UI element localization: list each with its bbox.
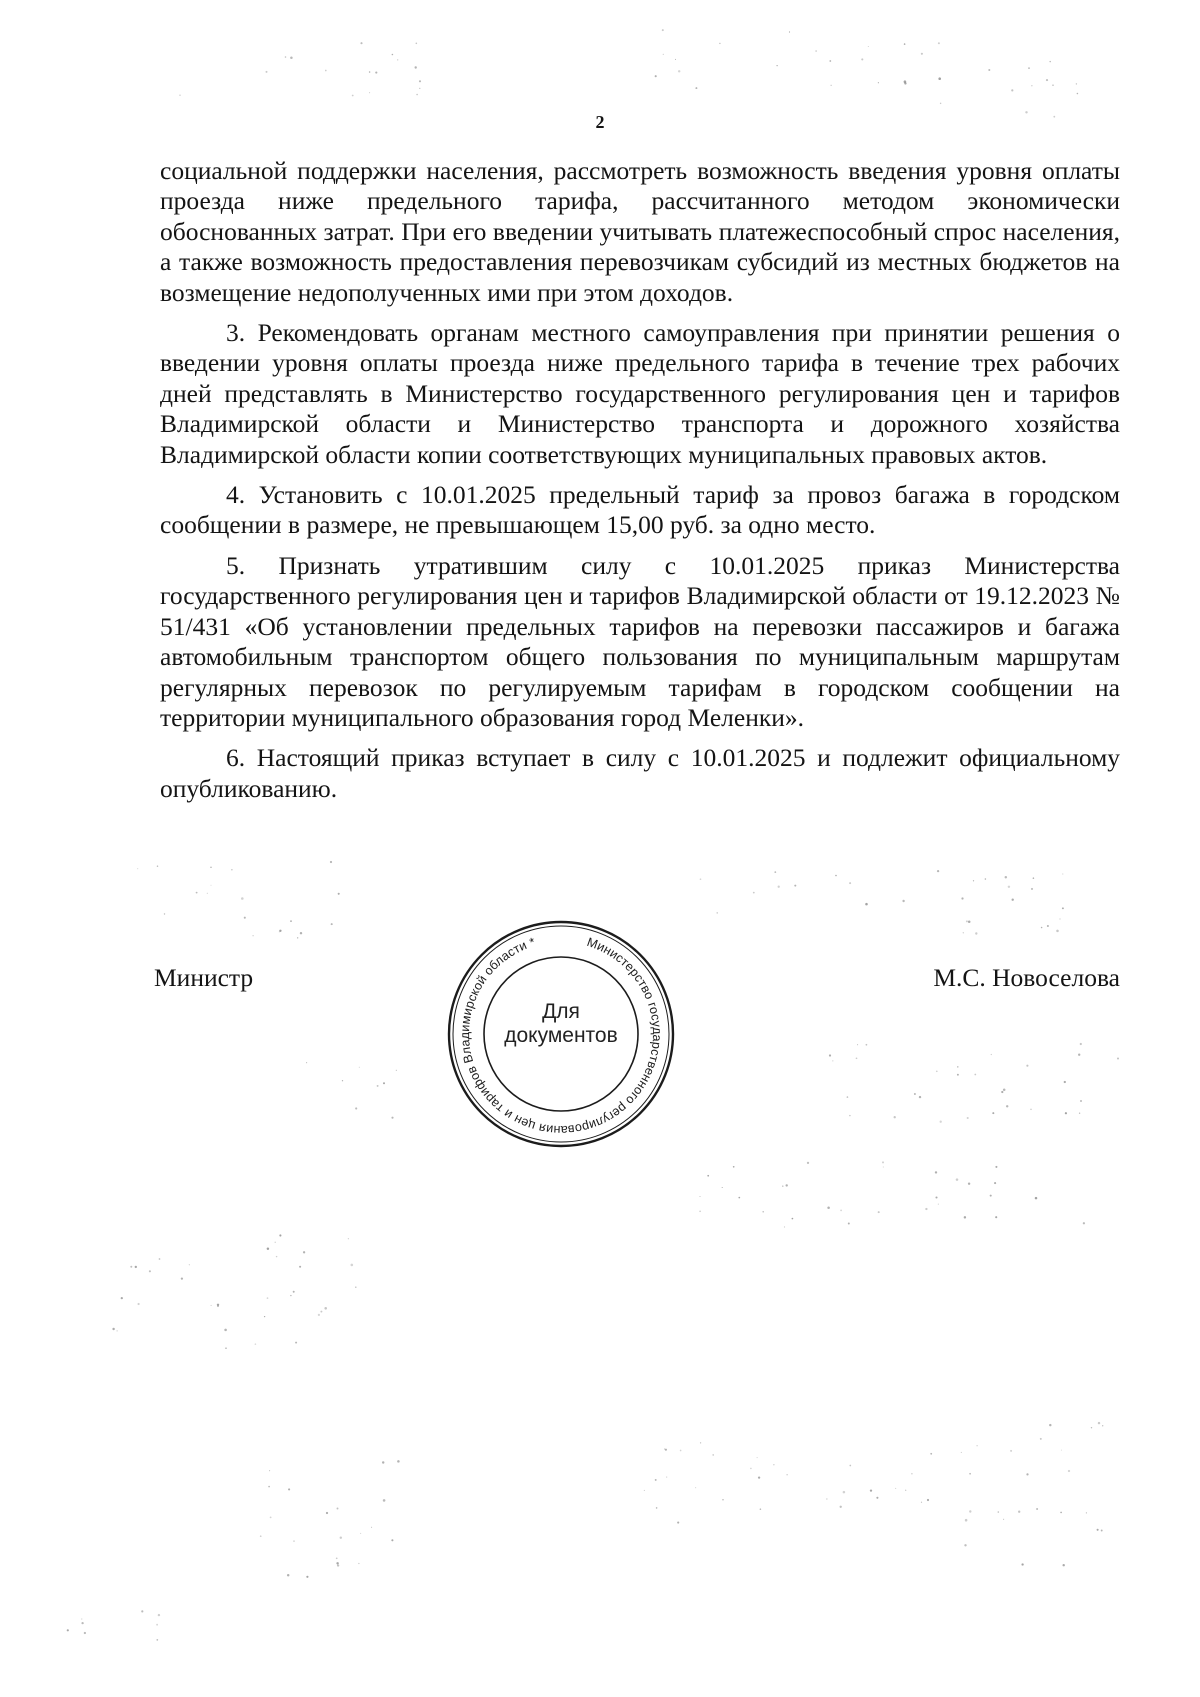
scan-speck	[975, 932, 977, 934]
scan-speck	[786, 1184, 788, 1186]
page-number: 2	[595, 112, 605, 132]
scan-speck	[699, 1210, 701, 1212]
scan-speck	[911, 1473, 913, 1475]
scan-speck	[988, 69, 990, 71]
scan-speck	[1036, 1508, 1038, 1510]
scan-speck	[985, 878, 987, 880]
scan-speck	[957, 1074, 959, 1076]
scan-speck	[1062, 907, 1064, 909]
scan-speck	[695, 87, 697, 89]
scan-speck	[936, 1070, 938, 1072]
scan-speck	[778, 886, 780, 888]
scan-speck	[695, 1487, 696, 1488]
scan-speck	[849, 1115, 850, 1116]
scan-speck	[81, 1618, 82, 1619]
scan-speck	[141, 1610, 143, 1612]
scan-speck	[1006, 1105, 1008, 1107]
scan-speck	[968, 1182, 970, 1184]
scan-speck	[264, 1316, 265, 1317]
scan-speck	[290, 56, 293, 59]
scan-speck	[894, 1116, 896, 1118]
scan-speck	[138, 1303, 140, 1305]
scan-speck	[306, 1062, 307, 1063]
scan-speck	[848, 1223, 850, 1225]
scan-speck	[666, 1477, 667, 1478]
scan-speck	[1026, 1473, 1028, 1475]
scan-speck	[832, 1060, 833, 1061]
scan-speck	[156, 1639, 158, 1641]
scan-speck	[883, 1166, 884, 1167]
scan-speck	[207, 893, 208, 894]
scan-speck	[700, 878, 702, 880]
scan-speck	[1059, 918, 1060, 919]
scan-speck	[1091, 1427, 1092, 1428]
scan-speck	[655, 1479, 657, 1481]
scan-speck	[351, 1264, 354, 1267]
scan-speck	[655, 75, 657, 77]
scan-speck	[416, 94, 418, 96]
scan-speck	[1077, 93, 1079, 95]
scan-speck	[861, 58, 863, 60]
scan-speck	[750, 1468, 752, 1470]
scan-speck	[1047, 925, 1049, 927]
scan-speck	[1012, 899, 1014, 901]
scan-speck	[359, 1067, 360, 1068]
scan-speck	[665, 1449, 667, 1451]
scan-speck	[1062, 1564, 1064, 1566]
scan-speck	[156, 1624, 158, 1626]
scan-speck	[829, 60, 831, 62]
scan-speck	[338, 893, 340, 895]
scan-speck	[279, 931, 280, 932]
scan-speck	[383, 1082, 385, 1084]
scan-speck	[956, 1178, 959, 1181]
scan-speck	[925, 1208, 927, 1210]
scan-speck	[847, 1096, 849, 1098]
scan-speck	[857, 1044, 858, 1045]
scan-speck	[974, 1074, 976, 1076]
scan-speck	[295, 1342, 297, 1344]
scan-speck	[306, 1576, 308, 1578]
scan-speck	[391, 1539, 393, 1541]
scan-speck	[1052, 85, 1053, 86]
scan-speck	[784, 1226, 785, 1227]
scan-speck	[930, 1453, 932, 1455]
scan-speck	[121, 1297, 123, 1299]
scan-speck	[1011, 89, 1013, 91]
scan-speck	[112, 1328, 114, 1330]
scan-speck	[352, 95, 354, 97]
scan-speck	[135, 1266, 137, 1268]
scan-speck	[1101, 1530, 1103, 1532]
scan-speck	[849, 1465, 851, 1467]
scan-speck	[320, 1311, 322, 1313]
scan-speck	[303, 1251, 305, 1253]
scan-speck	[990, 1195, 992, 1197]
seal-ring-text: Министерство государственного регулирования цен и тарифов Владимирской области *	[457, 934, 665, 1138]
scan-speck	[149, 1270, 151, 1272]
scan-speck	[1098, 1422, 1100, 1424]
scan-speck	[342, 1080, 343, 1081]
scan-speck	[371, 1527, 372, 1528]
scan-speck	[786, 1474, 787, 1475]
scan-speck	[758, 1476, 760, 1478]
scan-speck	[392, 54, 394, 56]
scan-speck	[268, 1486, 270, 1488]
scan-speck	[722, 1187, 723, 1188]
scan-speck	[300, 932, 302, 934]
scan-speck	[760, 1508, 762, 1510]
scan-speck	[738, 1197, 740, 1199]
scan-speck	[815, 50, 817, 52]
scan-speck	[663, 54, 664, 55]
scan-speck	[325, 70, 327, 72]
scan-speck	[773, 1464, 774, 1465]
scan-speck	[700, 1442, 701, 1443]
scan-speck	[878, 1211, 880, 1213]
scan-speck	[722, 1499, 723, 1500]
scan-speck	[675, 59, 676, 60]
scan-speck	[355, 1107, 357, 1109]
scan-speck	[843, 1491, 846, 1494]
scan-speck	[419, 88, 420, 89]
scan-speck	[840, 1210, 842, 1212]
scan-speck	[656, 1507, 658, 1509]
scan-speck	[217, 1305, 219, 1307]
scan-speck	[973, 880, 974, 881]
scan-speck	[1086, 1512, 1087, 1513]
scan-speck	[927, 1499, 929, 1501]
scan-speck	[297, 937, 298, 938]
scan-speck	[266, 71, 268, 73]
scan-speck	[1031, 888, 1033, 890]
scan-speck	[1056, 930, 1059, 933]
scan-speck	[712, 1454, 714, 1456]
scan-speck	[961, 897, 963, 899]
scan-speck	[866, 1044, 868, 1046]
scan-speck	[397, 1460, 400, 1463]
scan-speck	[1049, 1424, 1051, 1426]
scan-speck	[680, 1450, 682, 1452]
scan-speck	[360, 1533, 361, 1534]
scan-speck	[290, 1295, 291, 1296]
scan-speck	[969, 1473, 971, 1475]
scan-speck	[719, 43, 720, 44]
scan-speck	[1010, 1450, 1012, 1452]
scan-speck	[968, 920, 971, 923]
scan-speck	[964, 1544, 966, 1546]
scan-speck	[340, 1536, 342, 1538]
scan-speck	[117, 1330, 118, 1331]
scan-speck	[662, 29, 664, 31]
scan-speck	[287, 1574, 289, 1576]
scan-speck	[963, 932, 964, 933]
scan-speck	[1049, 61, 1050, 62]
scan-speck	[878, 82, 879, 83]
scan-speck	[1026, 1065, 1028, 1067]
scan-speck	[776, 65, 777, 66]
scan-speck	[1041, 927, 1043, 929]
scan-speck	[158, 1614, 160, 1616]
scan-speck	[416, 43, 418, 45]
scan-speck	[1083, 1222, 1085, 1224]
scan-speck	[870, 1489, 872, 1491]
scan-speck	[895, 1488, 896, 1489]
scan-speck	[290, 920, 292, 922]
scan-speck	[383, 1499, 386, 1502]
scan-speck	[935, 1196, 937, 1198]
scan-speck	[375, 72, 377, 74]
scan-speck	[279, 1234, 281, 1236]
scan-speck	[1102, 1425, 1103, 1426]
scan-speck	[288, 1488, 290, 1490]
scan-speck	[876, 1497, 878, 1499]
scan-speck	[699, 1196, 700, 1197]
scan-speck	[415, 66, 417, 68]
scan-speck	[181, 1277, 183, 1279]
scan-speck	[1068, 1470, 1070, 1472]
official-seal	[445, 918, 677, 1150]
scan-speck	[293, 1291, 295, 1293]
scan-speck	[938, 77, 941, 80]
scan-speck	[868, 46, 869, 47]
scan-speck	[270, 1516, 272, 1518]
scan-speck	[337, 1564, 339, 1566]
scan-speck	[849, 882, 851, 884]
seal-center-line-1: Для	[542, 1000, 580, 1023]
signatory-title: Министр	[154, 963, 254, 992]
scan-speck	[782, 1185, 783, 1186]
scan-speck	[130, 1266, 132, 1268]
scan-speck	[1117, 1057, 1119, 1059]
scan-speck	[998, 1511, 1000, 1513]
scan-speck	[369, 71, 371, 73]
scan-speck	[355, 1286, 356, 1287]
scan-speck	[337, 1508, 339, 1510]
scan-speck	[835, 875, 837, 877]
scan-speck	[1001, 1091, 1003, 1093]
scan-speck	[829, 1054, 831, 1056]
scan-speck	[224, 1329, 227, 1332]
scan-speck	[994, 1182, 996, 1184]
scan-speck	[269, 1470, 270, 1471]
scan-speck	[957, 1066, 958, 1067]
scan-speck	[211, 885, 212, 886]
scan-speck	[336, 1562, 338, 1564]
scan-speck	[279, 930, 281, 932]
scan-speck	[369, 92, 370, 93]
scan-speck	[164, 913, 165, 914]
scan-speck	[67, 1629, 69, 1631]
scan-speck	[914, 1093, 916, 1095]
scan-speck	[938, 42, 940, 44]
scan-speck	[1003, 1519, 1004, 1520]
scan-speck	[794, 885, 796, 887]
scan-speck	[762, 1211, 764, 1213]
scan-speck	[159, 1258, 161, 1260]
seal-center-line-2: документов	[504, 1024, 618, 1047]
scan-speck	[1035, 1197, 1038, 1200]
scan-speck	[276, 1256, 277, 1257]
scan-speck	[789, 31, 790, 32]
scan-speck	[904, 43, 906, 45]
scan-speck	[865, 903, 868, 906]
scan-speck	[391, 1117, 393, 1119]
scan-speck	[1060, 1512, 1062, 1514]
scan-speck	[336, 1557, 338, 1559]
scan-speck	[285, 56, 287, 58]
scan-speck	[937, 870, 939, 872]
scan-speck	[217, 1304, 219, 1306]
seal-center-text	[445, 1000, 677, 1048]
scan-speck	[940, 103, 941, 104]
scan-speck	[1008, 886, 1010, 888]
scan-speck	[831, 85, 832, 86]
scan-speck	[1003, 1088, 1006, 1091]
scan-speck	[293, 1540, 295, 1542]
scan-speck	[995, 1216, 997, 1218]
scan-speck	[935, 1171, 937, 1173]
scan-speck	[967, 1117, 969, 1119]
scan-speck	[267, 1297, 269, 1299]
scan-speck	[644, 1490, 645, 1491]
scan-speck	[255, 1343, 257, 1345]
scan-speck	[1046, 79, 1048, 81]
paragraph-item-6: 6. Настоящий приказ вступает в силу с 10.01.2025 и подлежит официальному опубликованию.	[160, 743, 1120, 803]
paragraph-item-4: 4. Установить с 10.01.2025 предельный тариф за провоз багажа в городском сообщении в размере, не превышающем 15,00 руб. за одно место.	[160, 480, 1120, 540]
scan-speck	[231, 869, 232, 870]
scan-speck	[961, 1452, 962, 1453]
scan-speck	[904, 80, 907, 83]
scan-speck	[753, 892, 755, 894]
scan-speck	[210, 867, 211, 868]
scan-speck	[299, 1266, 301, 1268]
paragraph-item-3: 3. Рекомендовать органам местного самоуправления при принятии решения о введении уровня оплаты проезда ниже предельного тарифа в течение трех рабочих дней представлять в Министерство государственного регулирования цен и тарифов Владимирской области и Министерство транспорта и дорожного хозяйства Владимирской области копии соответствующих муниципальных правовых актов.	[160, 318, 1120, 469]
scan-speck	[1033, 877, 1035, 879]
scan-speck	[358, 1563, 359, 1564]
scan-speck	[1080, 1043, 1082, 1045]
scan-speck	[995, 1166, 997, 1168]
scan-speck	[774, 871, 776, 873]
scan-speck	[1005, 876, 1007, 878]
paragraph-continuation: социальной поддержки населения, рассмотреть возможность введения уровня оплаты проезда ниже предельного тарифа, рассчитанного методом экономически обоснованных затрат. При его введении учитывать платежеспособный спрос населения, а также возможность предоставления перевозчикам субсидий из местных бюджетов на возмещение недополученных ими при этом доходов.	[160, 156, 1120, 307]
scan-speck	[1021, 1563, 1023, 1565]
scan-speck	[196, 892, 198, 894]
scan-speck	[921, 53, 923, 55]
signatory-name: М.С. Новоселова	[933, 963, 1120, 992]
scan-speck	[826, 1498, 827, 1499]
scan-speck	[382, 1461, 384, 1463]
scan-speck	[1076, 83, 1077, 84]
scan-speck	[678, 70, 680, 72]
scan-speck	[827, 1207, 830, 1210]
scan-speck	[792, 1218, 794, 1220]
document-body	[160, 156, 1120, 804]
scan-speck	[1040, 1438, 1042, 1440]
scan-speck	[318, 1314, 320, 1316]
scan-speck	[904, 82, 906, 84]
scan-speck	[211, 1305, 212, 1306]
scan-speck	[419, 80, 421, 82]
scan-speck	[969, 1510, 971, 1512]
scan-speck	[179, 94, 180, 95]
scan-speck	[137, 868, 138, 869]
scan-speck	[1030, 1109, 1031, 1110]
scan-speck	[1061, 1450, 1062, 1451]
scan-speck	[157, 865, 158, 866]
scan-speck	[807, 1162, 809, 1164]
scan-speck	[733, 1166, 735, 1168]
scan-speck	[1079, 1113, 1080, 1114]
scan-speck	[260, 1535, 262, 1537]
scan-speck	[1018, 1511, 1020, 1513]
scan-speck	[1028, 67, 1030, 69]
scan-speck	[1065, 1112, 1067, 1114]
scan-speck	[252, 935, 253, 936]
scan-speck	[244, 917, 246, 919]
scan-speck	[324, 1307, 327, 1310]
paragraph-item-5: 5. Признать утратившим силу с 10.01.2025 приказ Министерства государственного регулирования цен и тарифов Владимирской области от 19.12.2023 № 51/431 «Об установлении предельных тарифов на перевозки пассажиров и багажа автомобильным транспортом общего пользования по муниципальным маршрутам регулярных перевозок по регулируемым тарифам в городском сообщении на территории муниципального образования город Меленки».	[160, 550, 1120, 732]
scan-speck	[992, 1112, 994, 1114]
scan-speck	[225, 1347, 227, 1349]
scan-speck	[677, 1522, 679, 1524]
scan-speck	[377, 1085, 379, 1087]
scan-speck	[664, 1448, 665, 1449]
scan-speck	[1064, 1081, 1066, 1083]
scan-speck	[991, 1054, 992, 1055]
scan-speck	[275, 1242, 276, 1243]
scan-speck	[940, 1121, 942, 1123]
scan-speck	[882, 1161, 884, 1163]
scan-speck	[396, 1070, 397, 1071]
scan-speck	[919, 1096, 921, 1098]
scan-speck	[856, 1057, 858, 1059]
scan-speck	[966, 920, 968, 922]
scan-speck	[964, 1216, 966, 1218]
scan-speck	[840, 1506, 842, 1508]
scan-speck	[902, 900, 904, 902]
scan-speck	[241, 897, 244, 900]
scan-speck	[707, 1175, 709, 1177]
scan-speck	[397, 59, 398, 60]
scan-speck	[348, 1238, 349, 1239]
scan-speck	[189, 1264, 190, 1265]
scan-speck	[84, 1632, 86, 1634]
scan-speck	[757, 1457, 758, 1458]
scan-speck	[1062, 873, 1063, 874]
scan-speck	[965, 1519, 968, 1522]
scan-speck	[905, 1490, 906, 1491]
scan-speck	[360, 42, 362, 44]
scan-speck	[1031, 85, 1032, 86]
scan-speck	[1078, 1054, 1080, 1056]
scan-speck	[330, 861, 332, 863]
scan-speck	[81, 1622, 83, 1624]
scan-speck	[921, 1502, 922, 1503]
scan-speck	[717, 912, 718, 913]
scan-speck	[331, 923, 333, 925]
scan-speck	[1097, 1529, 1099, 1531]
scan-speck	[976, 1445, 977, 1446]
scan-speck	[1080, 1100, 1082, 1102]
scan-speck	[267, 1248, 269, 1250]
scan-speck	[326, 1512, 328, 1514]
scan-speck	[938, 1204, 939, 1205]
